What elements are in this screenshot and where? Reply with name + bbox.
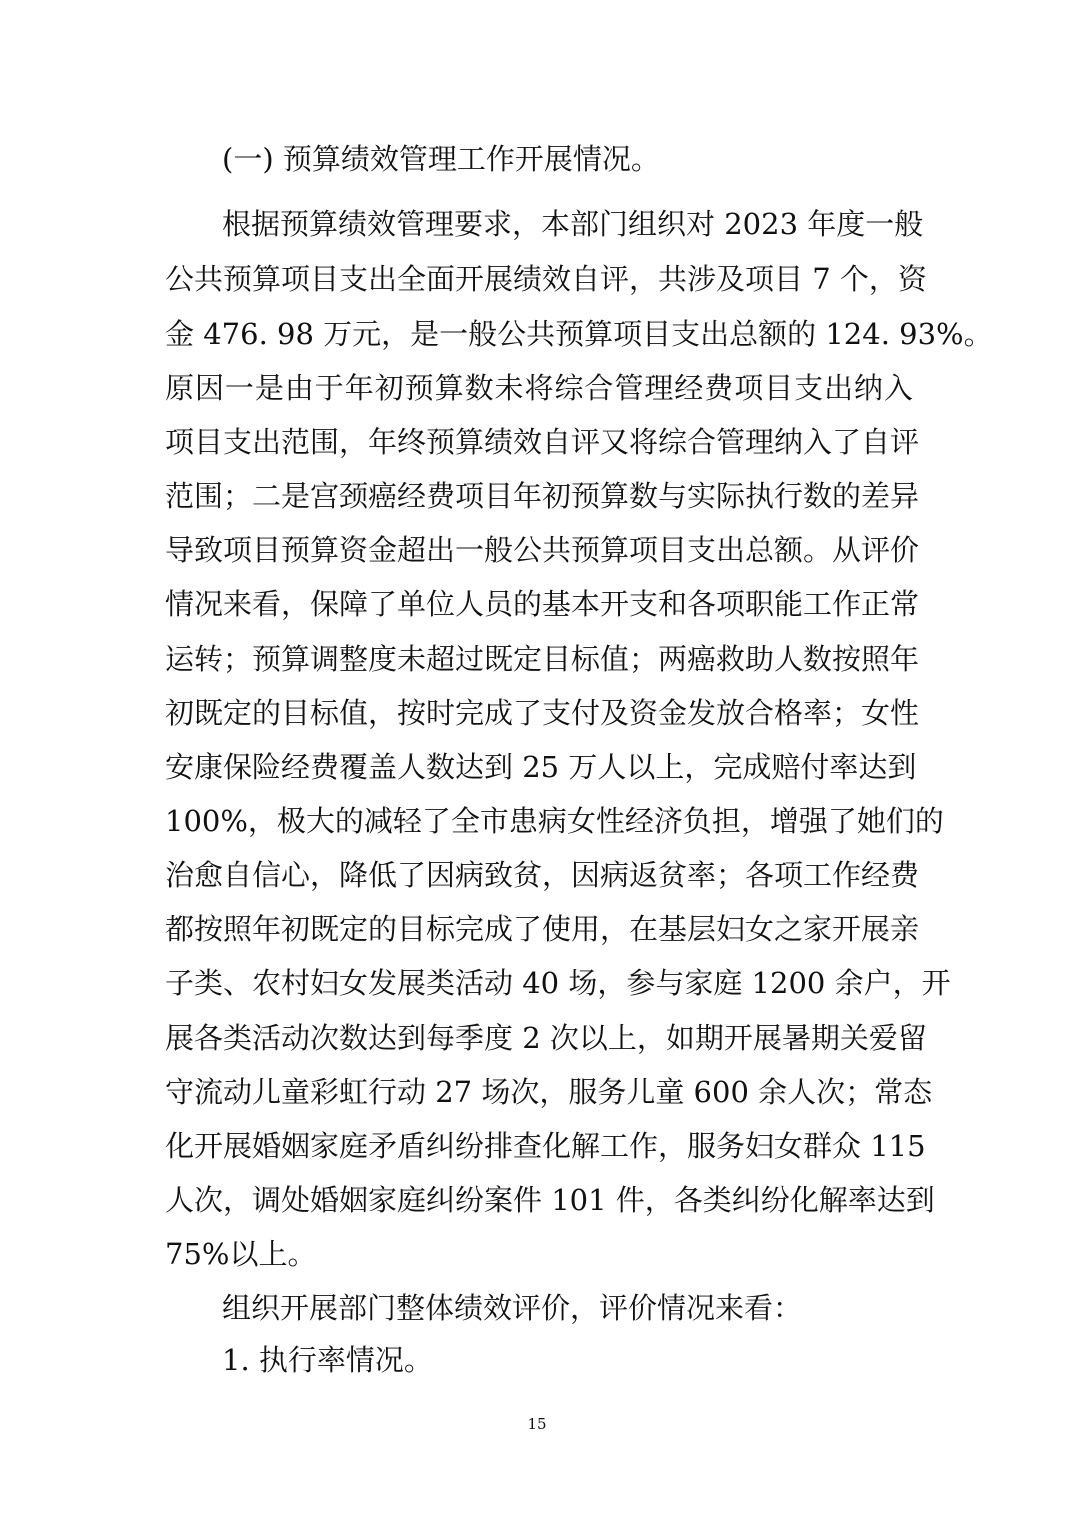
section-heading: (一) 预算绩效管理工作开展情况。: [222, 142, 660, 176]
paragraph-line: 人次，调处婚姻家庭纠纷案件 101 件，各类纠纷化解率达到: [165, 1183, 935, 1217]
paragraph-line: 范围；二是宫颈癌经费项目年初预算数与实际执行数的差异: [165, 479, 920, 513]
paragraph-line: 展各类活动次数达到每季度 2 次以上，如期开展暑期关爱留: [165, 1021, 927, 1055]
paragraph-line: 75%以上。: [165, 1237, 317, 1271]
item-1-heading: 1. 执行率情况。: [222, 1343, 433, 1377]
paragraph-line: 化开展婚姻家庭矛盾纠纷排查化解工作，服务妇女群众 115: [165, 1129, 926, 1163]
evaluation-intro: 组织开展部门整体绩效评价，评价情况来看：: [222, 1291, 803, 1325]
page-number: 15: [527, 1415, 547, 1433]
paragraph-line: 守流动儿童彩虹行动 27 场次，服务儿童 600 余人次；常态: [165, 1075, 933, 1109]
paragraph-line: 100%，极大的减轻了全市患病女性经济负担，增强了她们的: [165, 804, 944, 838]
paragraph-line: 原因一是由于年初预算数未将综合管理经费项目支出纳入: [165, 371, 913, 405]
paragraph-line: 金 476. 98 万元，是一般公共预算项目支出总额的 124. 93%。: [165, 317, 993, 351]
paragraph-line: 运转；预算调整度未超过既定目标值；两癌救助人数按照年: [165, 642, 920, 676]
paragraph-line: 安康保险经费覆盖人数达到 25 万人以上，完成赔付率达到: [165, 750, 917, 784]
paragraph-line: 子类、农村妇女发展类活动 40 场，参与家庭 1200 余户，开: [165, 966, 951, 1000]
paragraph-line: 根据预算绩效管理要求，本部门组织对 2023 年度一般: [222, 207, 924, 241]
paragraph-line: 都按照年初既定的目标完成了使用，在基层妇女之家开展亲: [165, 912, 920, 946]
paragraph-line: 情况来看，保障了单位人员的基本开支和各项职能工作正常: [165, 587, 920, 621]
paragraph-line: 初既定的目标值，按时完成了支付及资金发放合格率；女性: [165, 696, 920, 730]
paragraph-line: 公共预算项目支出全面开展绩效自评，共涉及项目 7 个，资: [165, 262, 927, 296]
paragraph-line: 导致项目预算资金超出一般公共预算项目支出总额。从评价: [165, 533, 920, 567]
paragraph-line: 治愈自信心，降低了因病致贫，因病返贫率；各项工作经费: [165, 858, 920, 892]
paragraph-line: 项目支出范围，年终预算绩效自评又将综合管理纳入了自评: [165, 425, 920, 459]
